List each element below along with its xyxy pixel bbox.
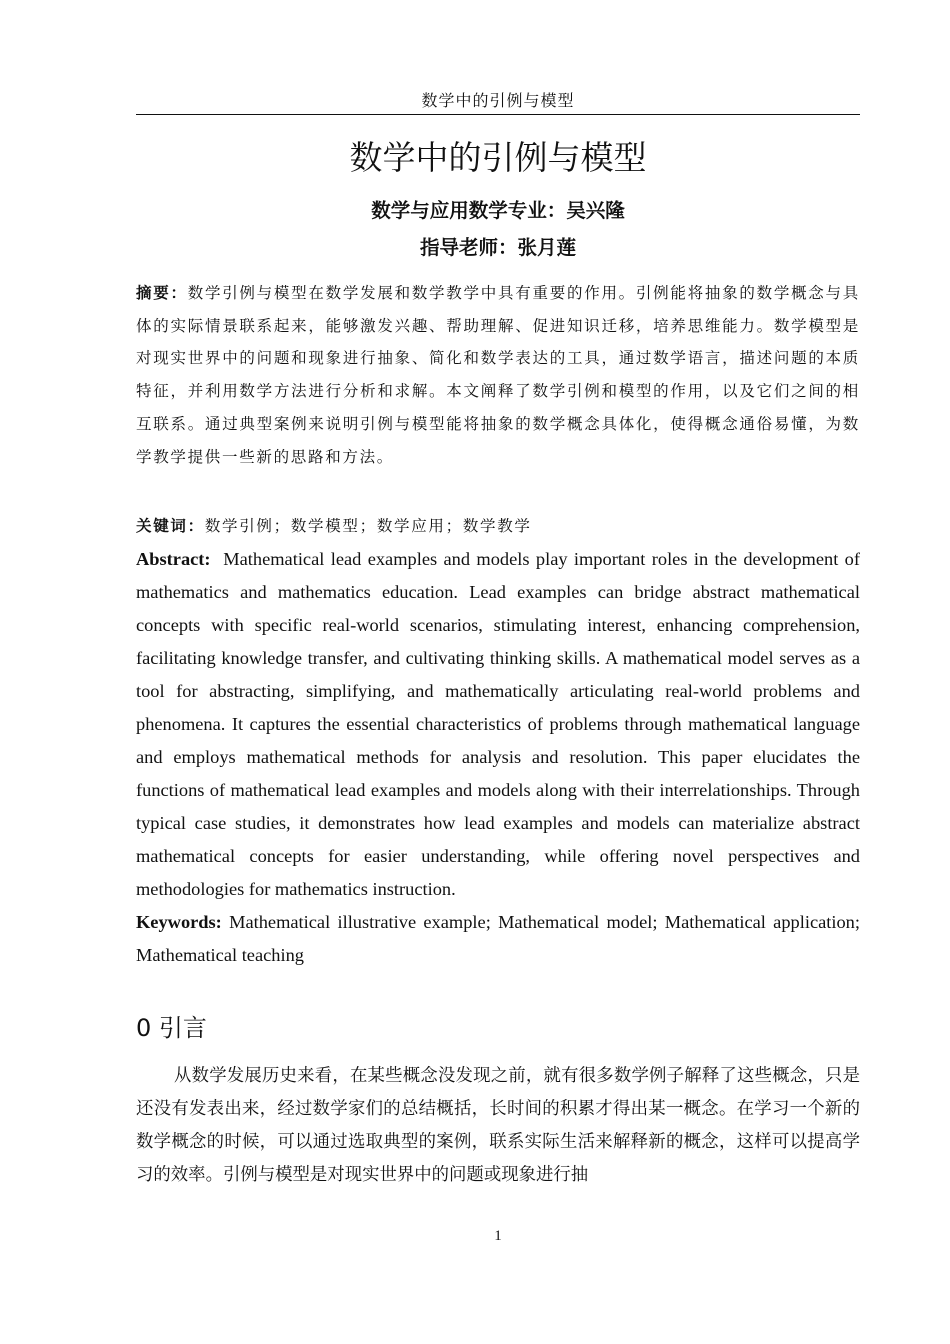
english-abstract: [136, 543, 860, 906]
section-heading: 0 引言: [136, 1014, 207, 1042]
running-header: 数学中的引例与模型: [421, 91, 575, 110]
chinese-abstract-label: 摘要：: [136, 283, 188, 302]
english-abstract-text: Mathematical lead examples and models play important roles in the development of mathematics and mathematics education. Lead examples can bridge abstract mathematical concepts with specific real-world scenarios, stimulating interest, enhancing comprehension, facilitating knowledge transfer, and cultivating thinking skills. A mathematical model serves as a tool for abstracting, simplifying, and mathematically articulating real-world problems and phenomena. It captures the essential characteristics of problems through mathematical language and employs mathematical methods for analysis and resolution. This paper elucidates the functions of mathematical lead examples and models along with their interrelationships. Through typical case studies, it demonstrates how lead examples and models can materialize abstract mathematical concepts for easier understanding, while offering novel perspectives and methodologies for mathematics instruction.: [136, 549, 860, 899]
header-rule: [136, 114, 860, 115]
english-keywords-text: Mathematical illustrative example; Mathematical model; Mathematical application; Mathematical teaching: [136, 912, 860, 965]
chinese-keywords: [136, 512, 860, 540]
advisor-line: 指导老师：张月莲: [419, 236, 576, 259]
chinese-abstract: [136, 277, 860, 473]
document-page: [136, 0, 860, 1344]
chinese-keywords-text: 数学引例；数学模型；数学应用；数学教学: [204, 517, 532, 535]
chinese-keywords-label: 关键词：: [136, 516, 205, 535]
english-abstract-label: Abstract:: [136, 549, 211, 569]
paper-title: 数学中的引例与模型: [349, 138, 647, 177]
author-major-line: 数学与应用数学专业：吴兴隆: [371, 199, 625, 222]
page-number: 1: [494, 1228, 502, 1244]
intro-paragraph: 从数学发展历史来看，在某些概念没发现之前，就有很多数学例子解释了这些概念，只是还没有发表出来，经过数学家们的总结概括，长时间的积累才得出某一概念。在学习一个新的数学概念的时候，可以通过选取典型的案例，联系实际生活来解释新的概念，这样可以提高学习的效率。引例与模型是对现实世界中的问题或现象进行抽: [136, 1066, 860, 1185]
chinese-abstract-text: 数学引例与模型在数学发展和数学教学中具有重要的作用。引例能将抽象的数学概念与具体的实际情景联系起来，能够激发兴趣、帮助理解、促进知识迁移，培养思维能力。数学模型是对现实世界中的问题和现象进行抽象、简化和数学表达的工具，通过数学语言，描述问题的本质特征，并利用数学方法进行分析和求解。本文阐释了数学引例和模型的作用，以及它们之间的相互联系。通过典型案例来说明引例与模型能将抽象的数学概念具体化，使得概念通俗易懂，为数学教学提供一些新的思路和方法。: [136, 284, 860, 466]
english-keywords: [136, 906, 860, 972]
english-keywords-label: Keywords:: [136, 912, 222, 932]
